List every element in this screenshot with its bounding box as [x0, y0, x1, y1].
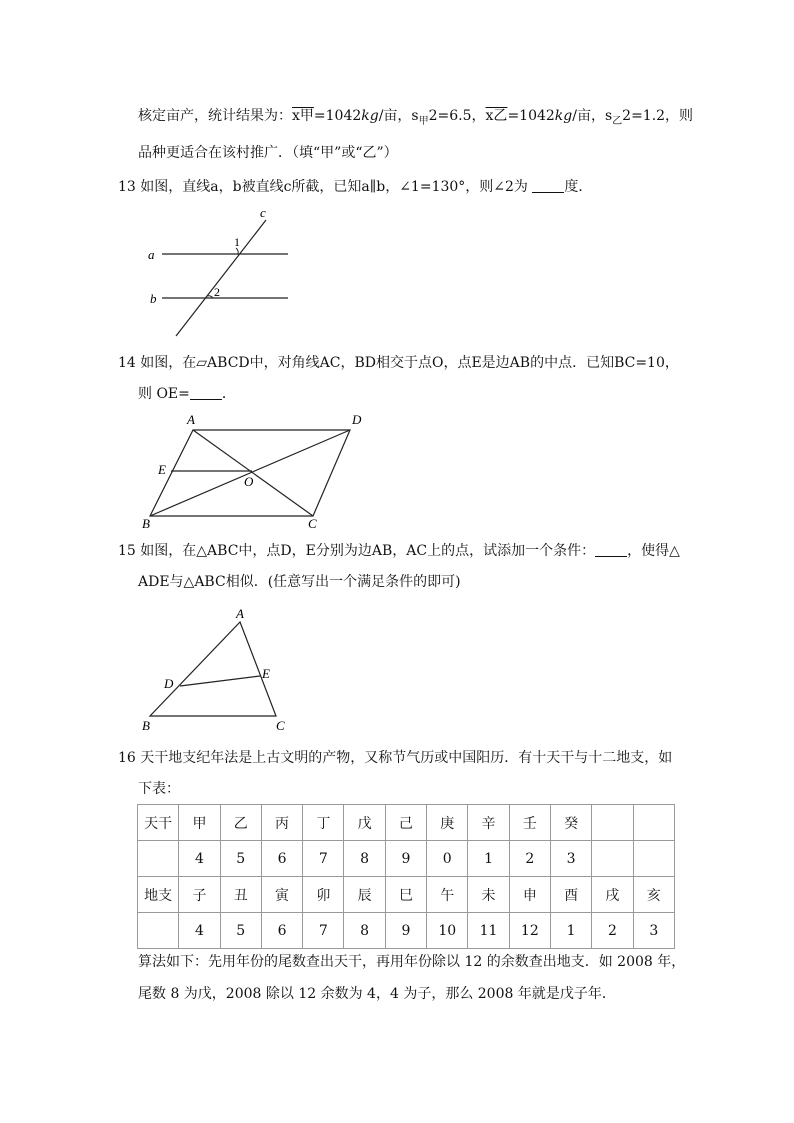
label-A: A — [187, 412, 195, 427]
table-cell: 6 — [261, 841, 302, 877]
q15-body: 如图，在△ABC中，点D，E分别为边AB，AC上的点，试添加一个条件： — [140, 543, 596, 559]
table-cell: 5 — [220, 913, 261, 949]
q13-body: 如图，直线a，b被直线c所截，已知a∥b，∠1=130°，则∠2为 — [140, 179, 528, 195]
table-cell: 1 — [550, 913, 591, 949]
q16-algorithm-line1: 算法如下：先用年份的尾数查出天干，再用年份除以 12 的余数查出地支．如 2008 年， — [138, 954, 686, 970]
q12-line2: 品种更适合在该村推广．（填“甲”或“乙”） — [138, 145, 398, 161]
label-C: C — [308, 516, 317, 531]
q14-suffix: ． — [221, 386, 236, 402]
q15-figure — [138, 602, 298, 734]
table-cell: 庚 — [427, 805, 468, 841]
q16-number: 16 — [118, 750, 136, 766]
table-cell: 戌 — [592, 877, 633, 913]
table-cell: 地支 — [138, 877, 179, 913]
label-a: a — [148, 247, 155, 262]
table-cell: 辛 — [468, 805, 509, 841]
q14-body: 如图，在▱ABCD中，对角线AC，BD相交于点O，点E是边AB的中点．已知BC=10， — [140, 355, 679, 371]
q13-after: 度． — [564, 179, 593, 195]
label-D: D — [352, 412, 362, 427]
label-angle-2: 2 — [214, 285, 220, 299]
table-cell: 5 — [220, 841, 261, 877]
q12-value-jia: =1042 — [313, 108, 362, 124]
table-cell: 2 — [592, 913, 633, 949]
table-cell: 8 — [344, 913, 385, 949]
label-O: O — [244, 474, 254, 489]
table-cell: 12 — [509, 913, 550, 949]
table-cell: 卯 — [303, 877, 344, 913]
q12-text-b: /亩，s — [378, 108, 419, 124]
table-row-dizhi-numbers — [138, 913, 675, 949]
table-cell: 己 — [385, 805, 426, 841]
table-cell: 10 — [427, 913, 468, 949]
q12-var-yi: 2=1.2，则 — [622, 108, 694, 124]
q14-figure — [138, 408, 374, 532]
q16-line1 — [118, 748, 672, 768]
q15-number: 15 — [118, 543, 136, 559]
label-D: D — [164, 676, 174, 691]
q15-line1 — [118, 541, 680, 561]
table-cell — [592, 805, 633, 841]
q16-body: 天干地支纪年法是上古文明的产物，又称节气历或中国阳历．有十天干与十二地支，如 — [140, 750, 673, 766]
label-angle-1: 1 — [234, 235, 240, 249]
table-cell: 0 — [427, 841, 468, 877]
diagonal-ac — [193, 430, 313, 516]
table-cell: 申 — [509, 877, 550, 913]
label-A: A — [236, 606, 244, 621]
table-cell: 巳 — [385, 877, 426, 913]
table-cell: 3 — [633, 913, 674, 949]
table-cell: 3 — [550, 841, 591, 877]
label-B: B — [142, 718, 150, 733]
q14-number: 14 — [118, 355, 136, 371]
q14-answer-blank[interactable] — [190, 385, 222, 400]
q13-number: 13 — [118, 179, 136, 195]
table-cell: 9 — [385, 913, 426, 949]
table-cell: 7 — [303, 913, 344, 949]
diagonal-bd — [150, 430, 350, 516]
q13-text — [118, 177, 592, 197]
table-row-tiangan — [138, 805, 675, 841]
label-B: B — [142, 516, 150, 531]
table-cell: 7 — [303, 841, 344, 877]
q12-unit-2: kg — [554, 108, 573, 124]
table-cell: 甲 — [179, 805, 220, 841]
table-cell — [592, 841, 633, 877]
q12-sub-yi: 乙 — [612, 115, 623, 127]
table-cell: 11 — [468, 913, 509, 949]
table-cell: 亥 — [633, 877, 674, 913]
label-b: b — [150, 291, 157, 306]
segment-de — [180, 676, 260, 686]
table-cell: 丁 — [303, 805, 344, 841]
label-E: E — [158, 462, 166, 477]
table-cell: 乙 — [220, 805, 261, 841]
table-cell: 4 — [179, 841, 220, 877]
table-cell: 丙 — [261, 805, 302, 841]
table-cell: 4 — [179, 913, 220, 949]
q15-line2: ADE与△ABC相似．(任意写出一个满足条件的即可) — [138, 574, 461, 590]
table-cell — [633, 805, 674, 841]
q16-algorithm-line2: 尾数 8 为戊，2008 除以 12 余数为 4，4 为子，那么 2008 年就是戊子年． — [138, 986, 616, 1002]
table-cell: 午 — [427, 877, 468, 913]
table-cell: 子 — [179, 877, 220, 913]
table-cell — [633, 841, 674, 877]
q12-text-c: /亩，s — [572, 108, 613, 124]
label-c: c — [260, 205, 266, 220]
table-cell: 丑 — [220, 877, 261, 913]
table-row-dizhi — [138, 877, 675, 913]
xbar-yi: x乙 — [485, 108, 508, 124]
xbar-jia: x甲 — [292, 108, 314, 124]
table-cell — [138, 841, 179, 877]
label-C: C — [276, 718, 285, 733]
q13-answer-blank[interactable] — [532, 178, 564, 193]
ganzhi-table — [137, 804, 675, 949]
q16-line2: 下表： — [138, 781, 180, 797]
table-cell: 6 — [261, 913, 302, 949]
line-c — [176, 220, 266, 336]
q15-suffix: ，使得△ — [627, 543, 680, 559]
table-cell: 8 — [344, 841, 385, 877]
q12-sub-jia: 甲 — [418, 115, 429, 127]
table-cell: 天干 — [138, 805, 179, 841]
label-E: E — [262, 666, 270, 681]
q12-var-jia: 2=6.5， — [428, 108, 486, 124]
table-cell: 酉 — [550, 877, 591, 913]
q15-answer-blank[interactable] — [595, 542, 627, 557]
table-cell: 9 — [385, 841, 426, 877]
table-cell: 癸 — [550, 805, 591, 841]
table-cell: 壬 — [509, 805, 550, 841]
q12-unit-1: kg — [361, 108, 379, 124]
q14-prefix: 则 OE= — [138, 386, 190, 402]
table-cell: 未 — [468, 877, 509, 913]
q14-line1 — [118, 353, 679, 373]
q14-line2 — [138, 384, 236, 404]
q12-value-yi: =1042 — [507, 108, 555, 124]
q13-figure — [140, 200, 300, 340]
table-row-tiangan-numbers — [138, 841, 675, 877]
table-cell: 寅 — [261, 877, 302, 913]
table-cell: 辰 — [344, 877, 385, 913]
table-cell: 2 — [509, 841, 550, 877]
table-cell: 戊 — [344, 805, 385, 841]
q12-text-a: 核定亩产，统计结果为： — [138, 108, 292, 124]
table-cell: 1 — [468, 841, 509, 877]
table-cell — [138, 913, 179, 949]
q12-line1 — [138, 106, 693, 132]
triangle-abc — [150, 622, 276, 716]
